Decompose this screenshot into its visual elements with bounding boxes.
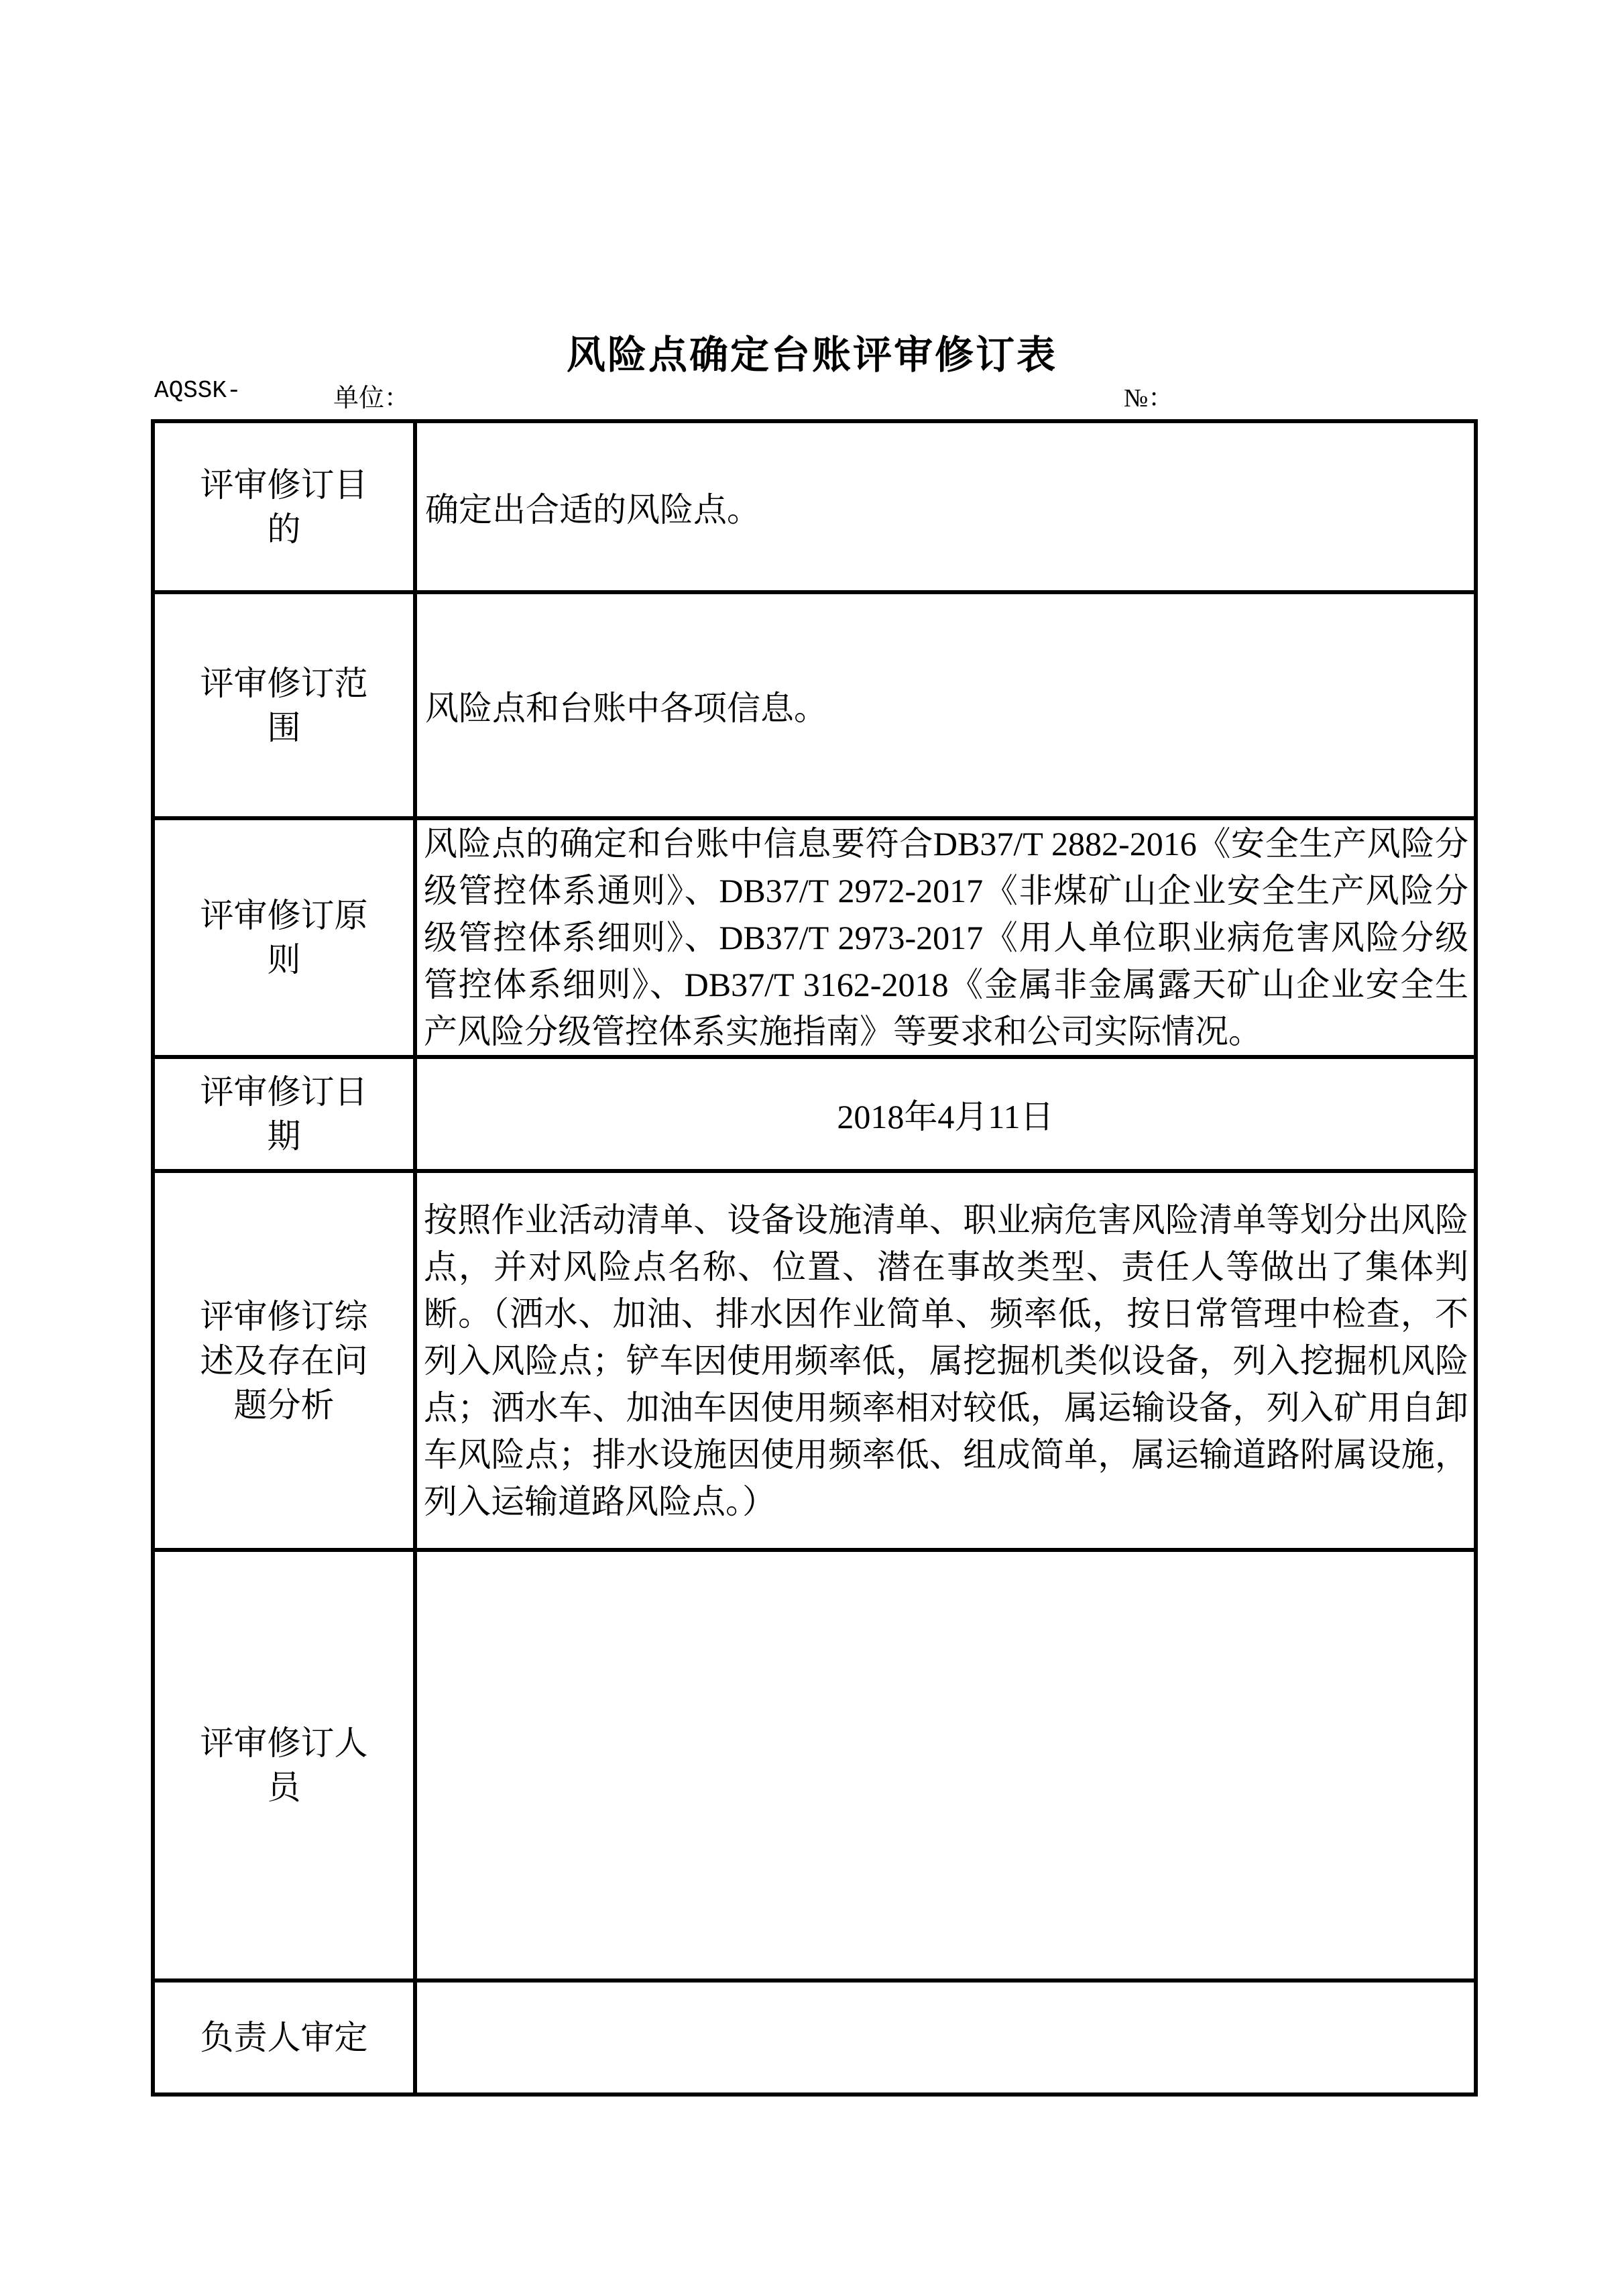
row-label-principle: 评审修订原则 <box>153 818 415 1057</box>
unit-label: 单位： <box>333 384 410 412</box>
table-row <box>153 1171 1476 1550</box>
review-revision-table <box>151 419 1478 2097</box>
row-content-approver <box>415 1980 1476 2095</box>
row-content-purpose: 确定出合适的风险点。 <box>415 421 1476 592</box>
table-row <box>153 818 1476 1057</box>
row-label-reviewers: 评审修订人员 <box>153 1550 415 1980</box>
row-label-date: 评审修订日期 <box>153 1057 415 1171</box>
table-row <box>153 1057 1476 1171</box>
table-row <box>153 592 1476 818</box>
row-content-date: 2018年4月11日 <box>415 1057 1476 1171</box>
number-label: №： <box>1124 384 1174 412</box>
page-title: 风险点确定台账评审修订表 <box>566 333 1057 377</box>
row-content-reviewers <box>415 1550 1476 1980</box>
table-row <box>153 1980 1476 2095</box>
table-row <box>153 1550 1476 1980</box>
row-label-approver: 负责人审定 <box>153 1980 415 2095</box>
form-code-label: AQSSK- <box>154 377 241 404</box>
row-label-purpose: 评审修订目的 <box>153 421 415 592</box>
table-row <box>153 421 1476 592</box>
row-label-summary: 评审修订综述及存在问题分析 <box>153 1171 415 1550</box>
row-label-scope: 评审修订范围 <box>153 592 415 818</box>
row-content-summary: 按照作业活动清单、设备设施清单、职业病危害风险清单等划分出风险点，并对风险点名称、位置、潜在事故类型、责任人等做出了集体判断。（洒水、加油、排水因作业简单、频率低，按日常管理中检查，不列入风险点；铲车因使用频率低，属挖掘机类似设备，列入挖掘机风险点；洒水车、加油车因使用频率相对较低，属运输设备，列入矿用自卸车风险点；排水设施因使用频率低、组成简单，属运输道路附属设施，列入运输道路风险点。） <box>415 1171 1476 1550</box>
row-content-principle: 风险点的确定和台账中信息要符合DB37/T 2882-2016《安全生产风险分级管控体系通则》、DB37/T 2972-2017《非煤矿山企业安全生产风险分级管控体系细则》、DB37/T 2973-2017《用人单位职业病危害风险分级管控体系细则》、DB37/T 3162-2018《金属非金属露天矿山企业安全生产风险分级管控体系实施指南》等要求和公司实际情况。 <box>415 818 1476 1057</box>
row-content-scope: 风险点和台账中各项信息。 <box>415 592 1476 818</box>
meta-line <box>0 377 1624 410</box>
